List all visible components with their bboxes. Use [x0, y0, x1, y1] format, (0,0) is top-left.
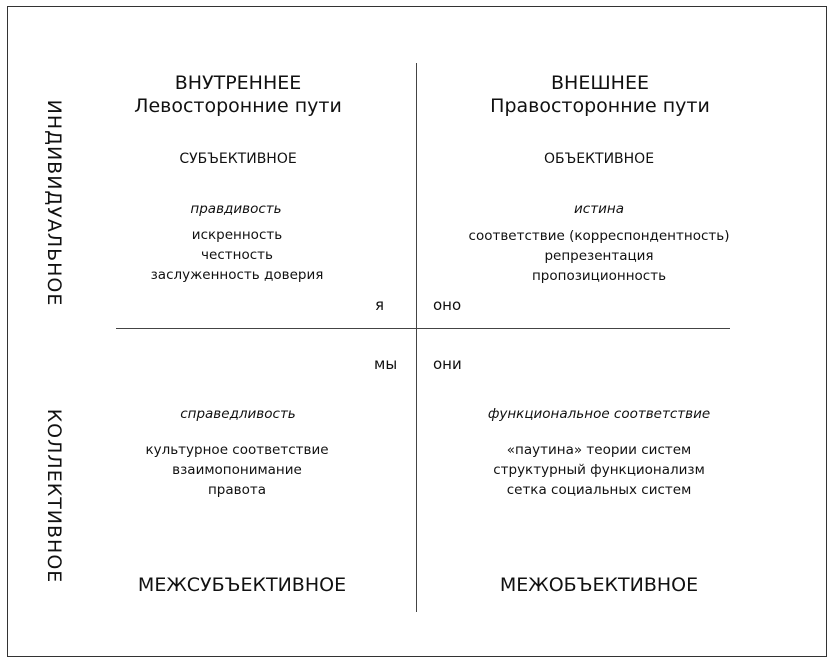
ul-heading: ВНУТРЕННЕЕ [174, 72, 302, 94]
pronoun-it: оно [433, 296, 462, 314]
ur-item: репрезентация [544, 248, 654, 264]
ul-validity: правдивость [190, 201, 282, 217]
ll-item: культурное соответствие [145, 442, 329, 458]
lr-category: МЕЖОБЪЕКТИВНОЕ [499, 574, 699, 596]
pronoun-i: я [375, 296, 385, 314]
ul-item: заслуженность доверия [150, 267, 324, 283]
ur-heading: ВНЕШНЕЕ [551, 72, 649, 94]
ul-item: искренность [191, 227, 283, 243]
pronoun-we: мы [374, 355, 398, 373]
lr-item: сетка социальных систем [506, 482, 692, 498]
ul-item: честность [201, 247, 273, 263]
lr-item: «паутина» теории систем [506, 442, 692, 458]
vertical-axis [416, 63, 417, 612]
ul-subheading: Левосторонние пути [134, 95, 342, 117]
lr-validity: функциональное соответствие [487, 406, 711, 422]
ll-validity: справедливость [180, 406, 296, 422]
ll-item: взаимопонимание [172, 462, 302, 478]
ur-item: пропозиционность [531, 268, 667, 284]
ur-validity: истина [574, 201, 624, 217]
ur-subheading: Правосторонние пути [490, 95, 710, 117]
ul-category: СУБЪЕКТИВНОЕ [179, 151, 297, 167]
ll-category: МЕЖСУБЪЕКТИВНОЕ [137, 574, 347, 596]
lr-item: структурный функционализм [493, 462, 705, 478]
horizontal-axis [116, 328, 730, 329]
ll-item: правота [207, 482, 267, 498]
side-label-collective: КОЛЛЕКТИВНОЕ [43, 408, 65, 584]
side-label-individual: ИНДИВИДУАЛЬНОЕ [43, 99, 65, 307]
ur-item: соответствие (корреспондентность) [468, 228, 730, 244]
ur-category: ОБЪЕКТИВНОЕ [543, 151, 655, 167]
pronoun-they: они [433, 355, 462, 373]
